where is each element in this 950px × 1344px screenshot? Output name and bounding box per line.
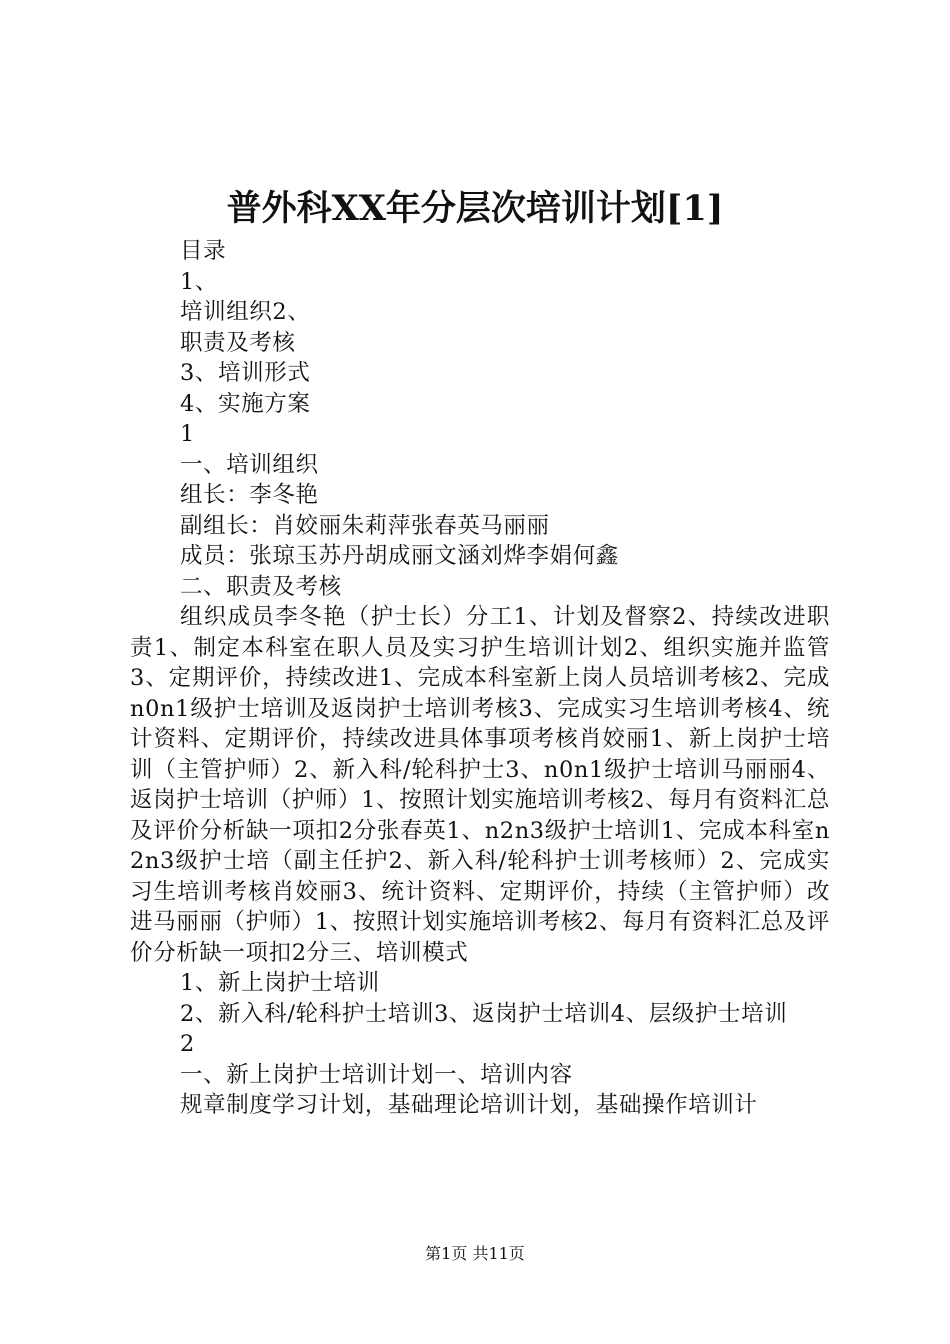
training-mode-items: 2、新入科/轮科护士培训3、返岗护士培训4、层级护士培训 xyxy=(180,1000,788,1027)
toc-item-2: 培训组织2、 xyxy=(180,299,311,325)
section-number-1: 1 xyxy=(180,421,195,447)
toc-item-5: 4、实施方案 xyxy=(180,390,311,417)
team-members: 成员：张琼玉苏丹胡成丽文涵刘烨李娟何鑫 xyxy=(180,543,619,569)
team-deputy-leaders: 副组长：肖姣丽朱莉萍张春英马丽丽 xyxy=(180,512,550,539)
section-heading-duties: 二、职责及考核 xyxy=(180,573,342,600)
toc-item-3: 职责及考核 xyxy=(180,329,296,356)
page-footer: 第1页 共11页 xyxy=(425,1244,525,1263)
duties-paragraph: 组织成员李冬艳（护士长）分工1、计划及督察2、持续改进职责1、制定本科室在职人员及实习护生培训计划2、组织实施并监管3、定期评价，持续改进1、完成本科室新上岗人员培训考核2、完成n0n1级护士培训及返岗护士培训考核3、完成实习生培训考核4、统计资料、定期评价，持续改进具体事项考核肖姣丽1、新上岗护士培训（主管护师）2、新入科/轮科护士3、n0n1级护士培训马丽丽4、返岗护士培训（护师）1、按照计划实施培训考核2、每月有资料汇总及评价分析缺一项扣2分张春英1、n2n3级护士培训1、完成本科室n2n3级护士培（副主任护2、新入科/轮科护士训考核师）2、完成实习生培训考核肖姣丽3、统计资料、定期评价，持续（主管护师）改进马丽丽（护师）1、按照计划实施培训考核2、每月有资料汇总及评价分析缺一项扣2分三、培训模式 xyxy=(130,604,830,966)
section-heading-organization: 一、培训组织 xyxy=(180,451,319,478)
toc-heading: 目录 xyxy=(180,238,227,264)
section-heading-new-nurse-plan: 一、新上岗护士培训计划一、培训内容 xyxy=(180,1061,573,1088)
document-title: 普外科XX年分层次培训计划[1] xyxy=(226,188,724,229)
document-body xyxy=(130,236,830,1121)
training-content-line: 规章制度学习计划，基础理论培训计划，基础操作培训计 xyxy=(180,1092,758,1118)
section-number-2: 2 xyxy=(180,1031,195,1057)
team-leader: 组长：李冬艳 xyxy=(180,482,319,508)
toc-item-1: 1、 xyxy=(180,268,219,295)
toc-item-4: 3、培训形式 xyxy=(180,360,311,386)
training-mode-item-1: 1、新上岗护士培训 xyxy=(180,970,380,996)
